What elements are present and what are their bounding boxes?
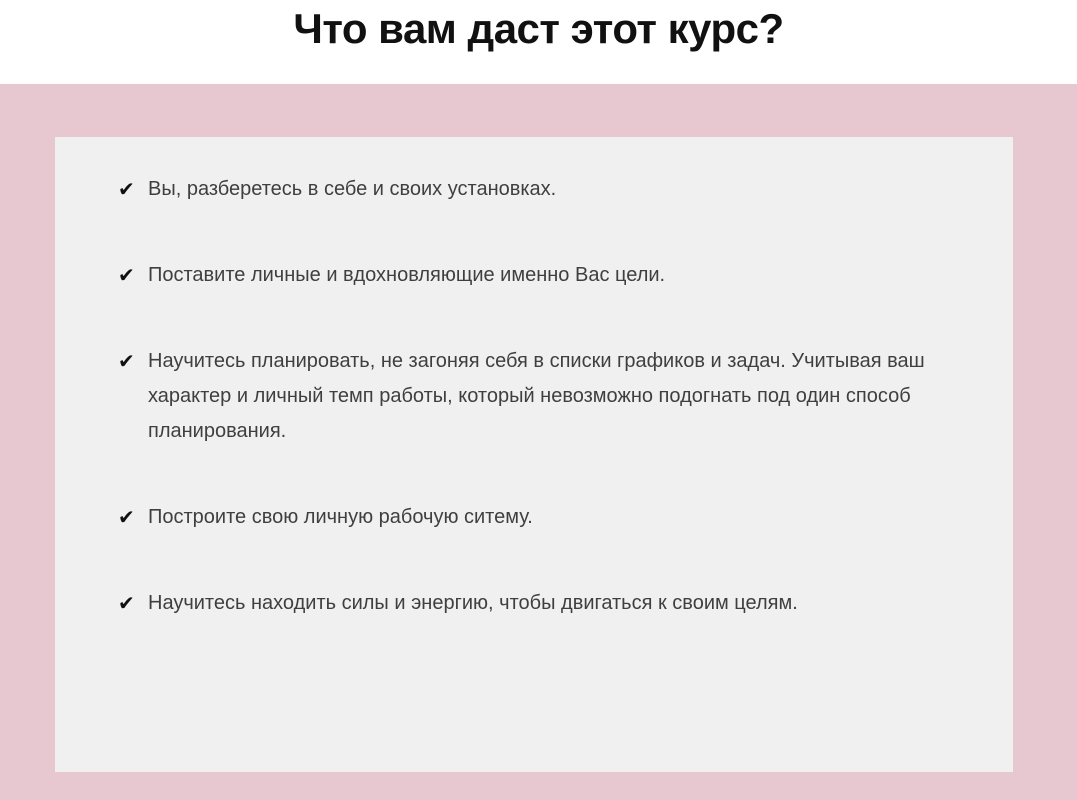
benefit-item xyxy=(118,172,993,207)
check-icon: ✔ xyxy=(118,177,135,201)
benefits-card xyxy=(55,137,1013,772)
page-title: Что вам даст этот курс? xyxy=(293,5,784,52)
check-icon: ✔ xyxy=(118,505,135,529)
check-icon: ✔ xyxy=(118,591,135,615)
benefit-text: Научитесь планировать, не загоняя себя в списки графиков и задач. Учитывая ваш характер и личный темп работы, который невозможно подогнать под один способ планирования. xyxy=(148,350,925,442)
check-icon: ✔ xyxy=(118,263,135,287)
header-band xyxy=(0,0,1077,84)
benefit-item xyxy=(118,258,993,293)
check-icon: ✔ xyxy=(118,349,135,373)
benefit-text: Поставите личные и вдохновляющие именно Вас цели. xyxy=(148,264,666,286)
benefit-item xyxy=(118,586,993,621)
benefit-text: Научитесь находить силы и энергию, чтобы двигаться к своим целям. xyxy=(148,592,798,614)
benefits-list xyxy=(118,172,993,621)
benefit-item xyxy=(118,500,993,535)
benefits-section xyxy=(0,84,1077,800)
benefit-text: Построите свою личную рабочую ситему. xyxy=(148,506,533,528)
benefit-item xyxy=(118,344,993,449)
benefit-text: Вы, разберетесь в себе и своих установках. xyxy=(148,178,557,200)
